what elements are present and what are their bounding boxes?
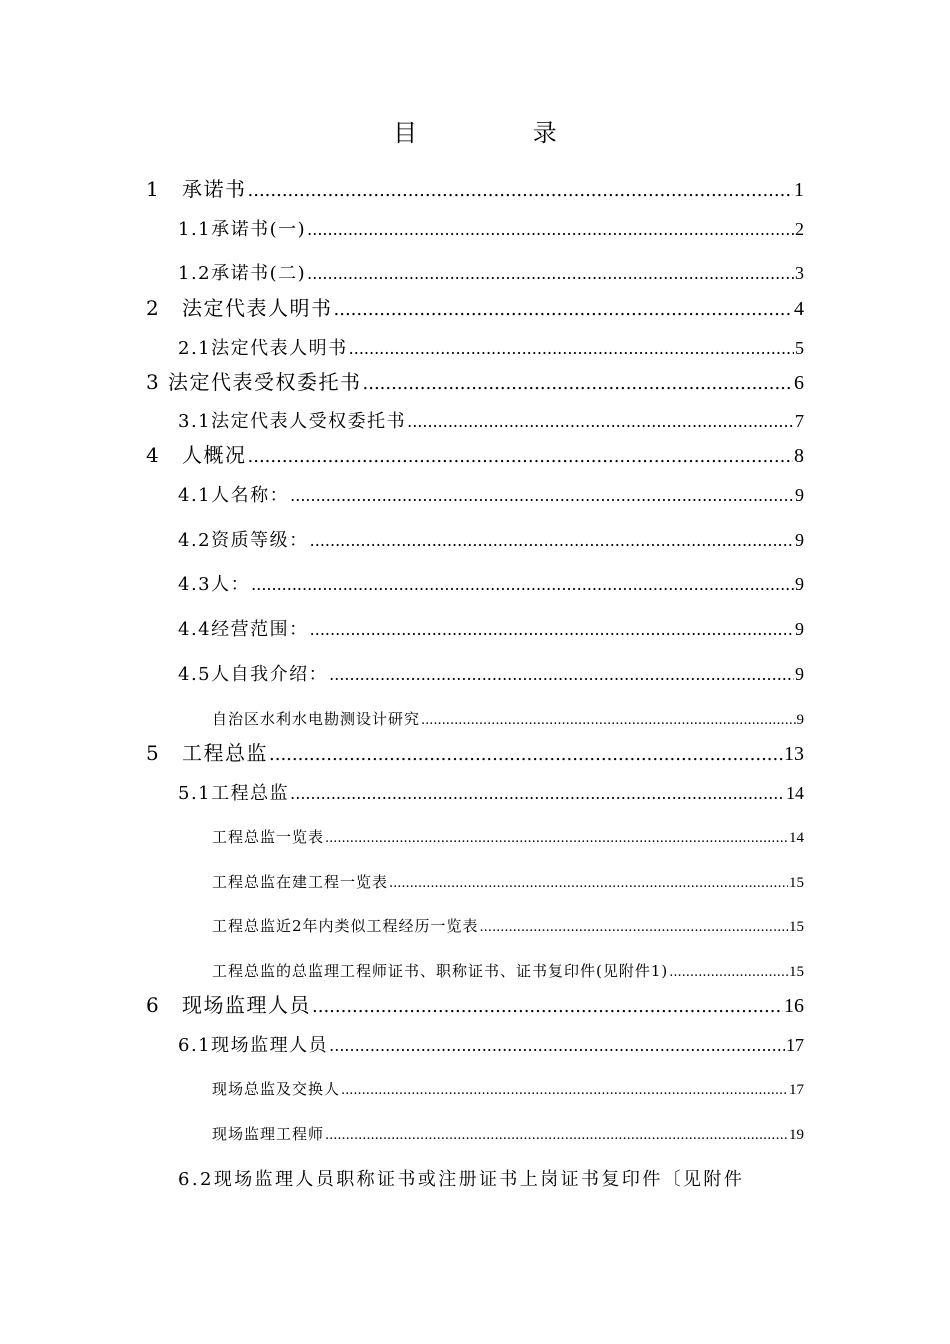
toc-page-number: 15	[789, 964, 804, 980]
toc-page-number: 5	[795, 338, 804, 358]
toc-entry-5-1-c[interactable]	[212, 915, 804, 936]
toc-dot-leader	[421, 713, 795, 728]
toc-dot-leader	[325, 1128, 788, 1143]
toc-page-number: 7	[795, 411, 804, 431]
toc-page-number: 14	[789, 830, 804, 846]
toc-entry-text: 2.1法定代表人明书	[178, 338, 348, 359]
toc-entry-4-2[interactable]	[178, 526, 804, 552]
toc-entry-6-2[interactable]: 6.2现场监理人员职称证书或注册证书上岗证书复印件〔见附件	[178, 1169, 745, 1190]
toc-dot-leader	[312, 996, 783, 1017]
toc-entry-4-5-sub[interactable]	[212, 708, 804, 729]
toc-dot-leader	[290, 784, 785, 803]
toc-page-number: 16	[784, 995, 804, 1017]
toc-entry-5-1-b[interactable]	[212, 871, 804, 892]
toc-dot-leader	[329, 1036, 785, 1055]
toc-entry-3[interactable]	[146, 366, 804, 395]
toc-page-number: 2	[795, 219, 804, 239]
toc-dot-leader	[325, 831, 788, 846]
toc-dot-leader	[248, 180, 794, 201]
toc-entry-3-1[interactable]	[178, 407, 804, 433]
toc-page-number: 19	[789, 1127, 804, 1143]
toc-entry-text: 6.1现场监理人员	[178, 1035, 329, 1056]
toc-entry-4[interactable]	[146, 439, 804, 468]
toc-dot-leader	[251, 575, 794, 594]
toc-page-number: 9	[795, 485, 804, 505]
toc-entry-text: 4.3人：	[178, 574, 251, 595]
toc-entry-number: 1	[146, 177, 161, 201]
toc-page-number: 9	[795, 619, 804, 639]
toc-entry-text: 4.5人自我介绍：	[178, 664, 329, 685]
toc-page-number: 3	[795, 263, 804, 283]
toc-entry-4-5[interactable]	[178, 660, 804, 686]
toc-page-number: 9	[795, 530, 804, 550]
toc-entry-text: 法定代表人明书	[182, 296, 333, 320]
toc-dot-leader	[307, 220, 794, 239]
toc-entry-text: 现场监理工程师	[212, 1125, 325, 1143]
toc-page-number: 9	[796, 712, 804, 728]
toc-entry-2-1[interactable]	[178, 334, 804, 360]
toc-entry-text: 5.1工程总监	[178, 783, 290, 804]
toc-entry-text: 工程总监一览表	[212, 828, 325, 846]
toc-entry-number: 6	[146, 993, 161, 1017]
toc-entry-2[interactable]	[146, 292, 804, 321]
toc-entry-text: 工程总监近2年内类似工程经历一览表	[212, 917, 479, 935]
toc-page-number: 14	[786, 783, 804, 803]
toc-dot-leader	[341, 1083, 788, 1098]
toc-page-number: 1	[794, 179, 804, 201]
toc-dot-leader	[307, 264, 794, 283]
toc-entry-text: 4.1人名称：	[178, 485, 290, 506]
toc-entry-text: 工程总监在建工程一览表	[212, 873, 389, 891]
toc-entry-1-2[interactable]	[178, 259, 804, 285]
toc-dot-leader	[480, 920, 788, 935]
toc-entry-6-1-b[interactable]	[212, 1123, 804, 1144]
toc-entry-text: 3.1法定代表人受权委托书	[178, 411, 407, 432]
toc-dot-leader	[669, 965, 788, 980]
toc-entry-number: 5	[146, 741, 161, 765]
toc-page-number: 15	[789, 919, 804, 935]
toc-entry-text: 现场总监及交换人	[212, 1080, 341, 1098]
toc-entry-6-1-a[interactable]	[212, 1078, 804, 1099]
toc-dot-leader	[248, 446, 794, 467]
toc-dot-leader	[310, 531, 794, 550]
toc-page-number: 9	[795, 664, 804, 684]
toc-entry-text: 1.1承诺书(一)	[178, 219, 307, 240]
toc-page-number: 6	[794, 372, 804, 394]
toc-dot-leader	[269, 744, 783, 765]
toc-entry-number: 3	[146, 370, 161, 394]
toc-title: 目 录	[393, 119, 611, 147]
toc-entry-4-1[interactable]	[178, 481, 804, 507]
toc-page-number: 8	[794, 445, 804, 467]
toc-entry-text: 自治区水利水电勘测设计研究	[212, 710, 421, 728]
toc-entry-text: 工程总监	[182, 741, 268, 765]
toc-dot-leader	[329, 665, 794, 684]
toc-entry-number: 2	[146, 296, 161, 320]
toc-entry-text: 工程总监的总监理工程师证书、职称证书、证书复印件(见附件1)	[212, 962, 669, 980]
toc-entry-text: 现场监理人员	[182, 993, 311, 1017]
toc-dot-leader	[310, 620, 794, 639]
toc-entry-text: 承诺书	[182, 177, 247, 201]
toc-entry-text: 4.4经营范围：	[178, 619, 309, 640]
toc-dot-leader	[389, 876, 788, 891]
toc-page-number: 13	[784, 743, 804, 765]
toc-page-number: 9	[795, 574, 804, 594]
toc-entry-1[interactable]	[146, 173, 804, 202]
toc-entry-number: 4	[146, 443, 161, 467]
toc-page-number: 4	[794, 298, 804, 320]
toc-dot-leader	[290, 486, 794, 505]
toc-entry-text: 1.2承诺书(二)	[178, 263, 307, 284]
toc-entry-5[interactable]	[146, 737, 804, 766]
toc-page-number: 15	[789, 875, 804, 891]
toc-entry-5-1-d[interactable]	[212, 960, 804, 981]
toc-page-number: 17	[789, 1082, 804, 1098]
toc-entry-5-1-a[interactable]	[212, 826, 804, 847]
toc-dot-leader	[407, 412, 794, 431]
toc-entry-4-3[interactable]	[178, 570, 804, 596]
toc-dot-leader	[349, 339, 794, 358]
toc-page-number: 17	[786, 1035, 804, 1055]
toc-entry-text: 人概况	[182, 443, 247, 467]
toc-entry-6-1[interactable]	[178, 1031, 804, 1057]
toc-dot-leader	[363, 373, 794, 394]
toc-dot-leader	[334, 299, 794, 320]
toc-entry-6[interactable]	[146, 989, 804, 1018]
toc-entry-text: 法定代表受权委托书	[168, 370, 362, 394]
toc-entry-4-4[interactable]	[178, 615, 804, 641]
toc-entry-text: 4.2资质等级：	[178, 530, 309, 551]
toc-entry-1-1[interactable]	[178, 215, 804, 241]
toc-entry-5-1[interactable]	[178, 779, 804, 805]
